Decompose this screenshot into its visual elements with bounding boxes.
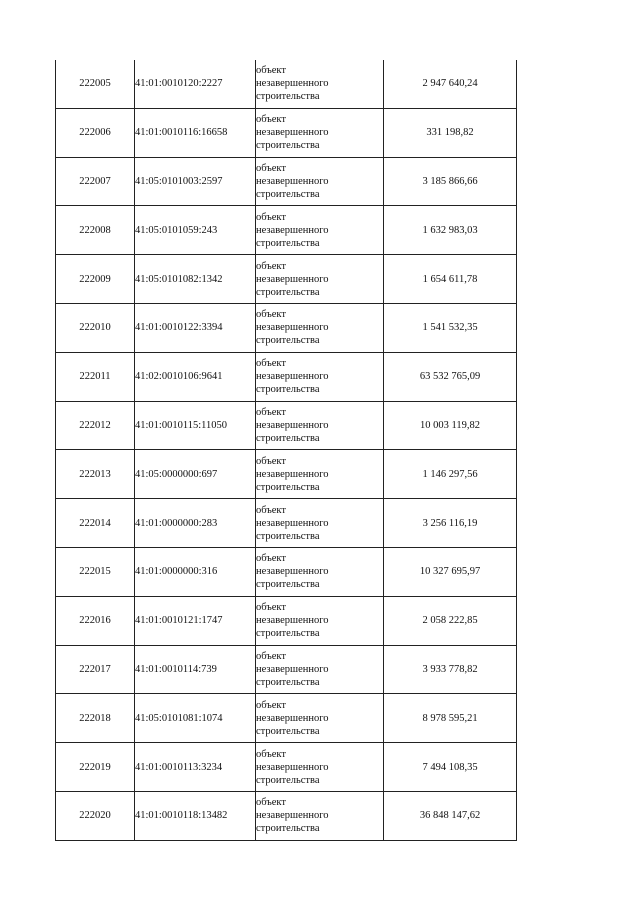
cadastral-number-cell: 41:01:0010113:3234	[135, 743, 256, 792]
object-type-cell	[256, 743, 384, 792]
record-number-cell: 222013	[56, 450, 135, 499]
table-row	[56, 352, 517, 401]
cadastral-number-cell: 41:01:0010122:3394	[135, 303, 256, 352]
object-type-cell	[256, 255, 384, 304]
record-number-cell: 222016	[56, 596, 135, 645]
cadastral-number-cell: 41:01:0000000:316	[135, 547, 256, 596]
object-type-line: незавершенного	[256, 761, 329, 773]
record-number-cell: 222009	[56, 255, 135, 304]
object-type-line: объект	[256, 504, 286, 516]
object-type-line: незавершенного	[256, 468, 329, 480]
cadastral-number-cell: 41:05:0101081:1074	[135, 694, 256, 743]
record-number-cell: 222008	[56, 206, 135, 255]
table-row	[56, 499, 517, 548]
object-type-line: строительства	[256, 91, 320, 103]
table-row	[56, 60, 517, 108]
object-type-line: незавершенного	[256, 224, 329, 236]
record-number-cell: 222020	[56, 791, 135, 840]
cadastral-number-cell: 41:02:0010106:9641	[135, 352, 256, 401]
object-type-line: объект	[256, 260, 286, 272]
record-number-cell: 222011	[56, 352, 135, 401]
cadastral-value-cell: 8 978 595,21	[384, 694, 517, 743]
object-type-cell	[256, 206, 384, 255]
cadastral-number-cell: 41:01:0010115:11050	[135, 401, 256, 450]
object-type-line: объект	[256, 406, 286, 418]
cadastral-number-cell: 41:05:0101082:1342	[135, 255, 256, 304]
cadastral-value-cell: 1 541 532,35	[384, 303, 517, 352]
record-number-cell: 222019	[56, 743, 135, 792]
object-type-line: незавершенного	[256, 322, 329, 334]
table-row	[56, 303, 517, 352]
cadastral-value-cell: 1 654 611,78	[384, 255, 517, 304]
object-type-line: объект	[256, 309, 286, 321]
object-type-cell	[256, 401, 384, 450]
object-type-cell	[256, 108, 384, 157]
cadastral-value-cell: 7 494 108,35	[384, 743, 517, 792]
table-row	[56, 547, 517, 596]
object-type-cell	[256, 499, 384, 548]
cadastral-number-cell: 41:01:0010120:2227	[135, 60, 256, 108]
object-type-line: объект	[256, 455, 286, 467]
table-row	[56, 694, 517, 743]
cadastral-value-cell: 63 532 765,09	[384, 352, 517, 401]
object-type-line: незавершенного	[256, 78, 329, 90]
table-row	[56, 108, 517, 157]
object-type-line: незавершенного	[256, 371, 329, 383]
object-type-line: объект	[256, 699, 286, 711]
object-type-line: объект	[256, 553, 286, 565]
record-number-cell: 222018	[56, 694, 135, 743]
object-type-line: объект	[256, 650, 286, 662]
object-type-line: строительства	[256, 481, 320, 493]
object-type-line: объект	[256, 162, 286, 174]
table-row	[56, 450, 517, 499]
object-type-line: строительства	[256, 774, 320, 786]
object-type-line: строительства	[256, 335, 320, 347]
cadastral-value-cell: 2 058 222,85	[384, 596, 517, 645]
cadastral-value-cell: 1 146 297,56	[384, 450, 517, 499]
record-number-cell: 222014	[56, 499, 135, 548]
object-type-line: строительства	[256, 628, 320, 640]
cadastral-value-cell: 36 848 147,62	[384, 791, 517, 840]
cadastral-number-cell: 41:01:0000000:283	[135, 499, 256, 548]
object-type-line: строительства	[256, 384, 320, 396]
cadastral-number-cell: 41:01:0010116:16658	[135, 108, 256, 157]
object-type-cell	[256, 157, 384, 206]
cadastral-number-cell: 41:05:0101003:2597	[135, 157, 256, 206]
object-type-line: незавершенного	[256, 127, 329, 139]
object-type-line: строительства	[256, 823, 320, 835]
table-row	[56, 157, 517, 206]
object-type-cell	[256, 596, 384, 645]
object-type-line: строительства	[256, 286, 320, 298]
object-type-line: объект	[256, 748, 286, 760]
object-type-cell	[256, 791, 384, 840]
table-row	[56, 645, 517, 694]
object-type-line: объект	[256, 797, 286, 809]
object-type-cell	[256, 60, 384, 108]
object-type-line: объект	[256, 211, 286, 223]
cadastral-value-cell: 3 256 116,19	[384, 499, 517, 548]
object-type-line: незавершенного	[256, 810, 329, 822]
object-type-line: незавершенного	[256, 566, 329, 578]
object-type-line: строительства	[256, 237, 320, 249]
cadastral-number-cell: 41:05:0000000:697	[135, 450, 256, 499]
object-type-line: незавершенного	[256, 517, 329, 529]
cadastral-number-cell: 41:05:0101059:243	[135, 206, 256, 255]
object-type-cell	[256, 303, 384, 352]
table-row	[56, 596, 517, 645]
object-type-line: незавершенного	[256, 615, 329, 627]
cadastral-number-cell: 41:01:0010121:1747	[135, 596, 256, 645]
cadastral-number-cell: 41:01:0010114:739	[135, 645, 256, 694]
table-row	[56, 255, 517, 304]
property-table	[55, 60, 517, 841]
cadastral-value-cell: 3 933 778,82	[384, 645, 517, 694]
object-type-line: объект	[256, 114, 286, 126]
property-table-body	[56, 60, 517, 840]
object-type-line: строительства	[256, 188, 320, 200]
record-number-cell: 222007	[56, 157, 135, 206]
object-type-line: объект	[256, 65, 286, 77]
object-type-line: строительства	[256, 432, 320, 444]
record-number-cell: 222005	[56, 60, 135, 108]
object-type-line: строительства	[256, 579, 320, 591]
cadastral-value-cell: 10 327 695,97	[384, 547, 517, 596]
object-type-line: незавершенного	[256, 419, 329, 431]
object-type-line: строительства	[256, 676, 320, 688]
table-row	[56, 206, 517, 255]
object-type-line: незавершенного	[256, 663, 329, 675]
cadastral-value-cell: 1 632 983,03	[384, 206, 517, 255]
object-type-cell	[256, 645, 384, 694]
cadastral-value-cell: 10 003 119,82	[384, 401, 517, 450]
record-number-cell: 222015	[56, 547, 135, 596]
cadastral-value-cell: 331 198,82	[384, 108, 517, 157]
record-number-cell: 222012	[56, 401, 135, 450]
table-row	[56, 401, 517, 450]
object-type-cell	[256, 450, 384, 499]
object-type-line: незавершенного	[256, 175, 329, 187]
object-type-line: объект	[256, 358, 286, 370]
object-type-cell	[256, 547, 384, 596]
record-number-cell: 222017	[56, 645, 135, 694]
table-row	[56, 791, 517, 840]
cadastral-value-cell: 2 947 640,24	[384, 60, 517, 108]
object-type-line: объект	[256, 602, 286, 614]
cadastral-value-cell: 3 185 866,66	[384, 157, 517, 206]
object-type-line: строительства	[256, 140, 320, 152]
record-number-cell: 222006	[56, 108, 135, 157]
object-type-line: строительства	[256, 725, 320, 737]
object-type-cell	[256, 352, 384, 401]
object-type-line: незавершенного	[256, 273, 329, 285]
object-type-cell	[256, 694, 384, 743]
object-type-line: строительства	[256, 530, 320, 542]
record-number-cell: 222010	[56, 303, 135, 352]
cadastral-number-cell: 41:01:0010118:13482	[135, 791, 256, 840]
object-type-line: незавершенного	[256, 712, 329, 724]
table-row	[56, 743, 517, 792]
